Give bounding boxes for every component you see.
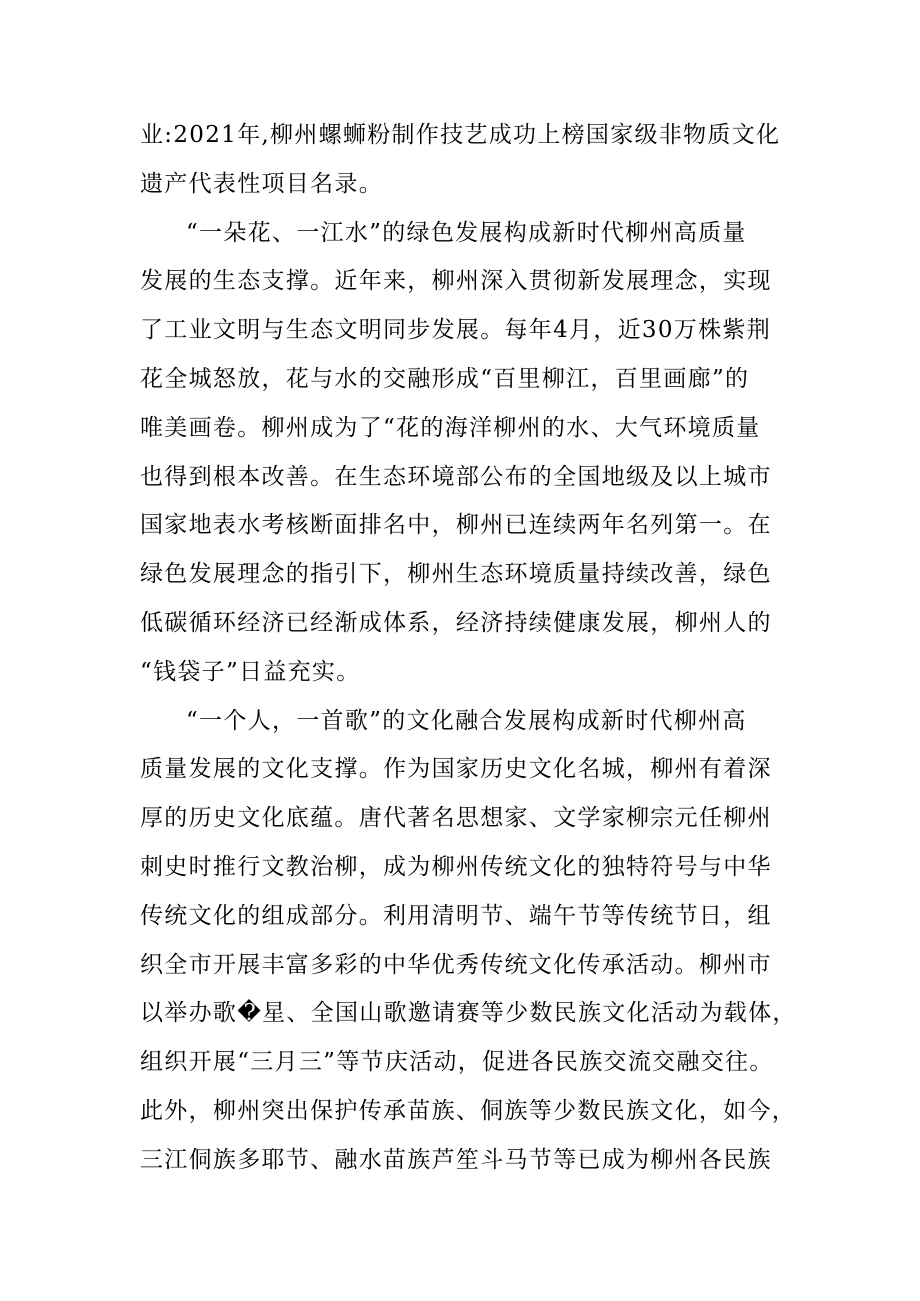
text-line: 发展的生态支撑。近年来，柳州深入贯彻新发展理念，实现 [140, 268, 772, 295]
paragraph-first-line: “一朵花、一江水”的绿色发展构成新时代柳州高质量 [186, 219, 747, 246]
text-line: 传统文化的组成部分。利用清明节、端午节等传统节日，组 [140, 902, 772, 929]
text-line: 国家地表水考核断面排名中，柳州已连续两年名列第一。在 [140, 512, 772, 539]
text-line: 以举办歌�星、全国山歌邀请赛等少数民族文化活动为载体， [140, 1000, 797, 1027]
text-line: 业:2021年,柳州螺蛳粉制作技艺成功上榜国家级非物质文化 [140, 122, 781, 148]
text-line: 唯美画卷。柳州成为了“花的海洋柳州的水、大气环境质量 [140, 414, 761, 441]
text-line: “钱袋子”日益充实。 [140, 658, 361, 685]
text-line: 遗产代表性项目名录。 [140, 170, 383, 197]
text-line: 组织开展“三月三”等节庆活动，促进各民族交流交融交往。 [140, 1049, 774, 1076]
document-page [140, 111, 797, 1185]
text-line: 绿色发展理念的指引下，柳州生态环境质量持续改善，绿色 [140, 561, 772, 588]
text-line: 质量发展的文化支撑。作为国家历史文化名城，柳州有着深 [140, 756, 772, 783]
text-line: 此外，柳州突出保护传承苗族、侗族等少数民族文化，如今， [140, 1097, 797, 1124]
text-line: 花全城怒放，花与水的交融形成“百里柳江，百里画廊”的 [140, 365, 750, 392]
text-line: 刺史时推行文教治柳，成为柳州传统文化的独特符号与中华 [140, 853, 772, 880]
text-line: 厚的历史文化底蕴。唐代著名思想家、文学家柳宗元任柳州 [140, 805, 772, 832]
paragraph-first-line: “一个人，一首歌”的文化融合发展构成新时代柳州高 [186, 707, 747, 734]
text-line: 了工业文明与生态文明同步发展。每年4月，近30万株紫荆 [140, 317, 771, 344]
text-line: 低碳循环经济已经渐成体系，经济持续健康发展，柳州人的 [140, 609, 772, 636]
text-line: 织全市开展丰富多彩的中华优秀传统文化传承活动。柳州市 [140, 951, 772, 978]
text-line: 三江侗族多耶节、融水苗族芦笙斗马节等已成为柳州各民族 [140, 1146, 772, 1173]
text-line: 也得到根本改善。在生态环境部公布的全国地级及以上城市 [140, 463, 772, 490]
